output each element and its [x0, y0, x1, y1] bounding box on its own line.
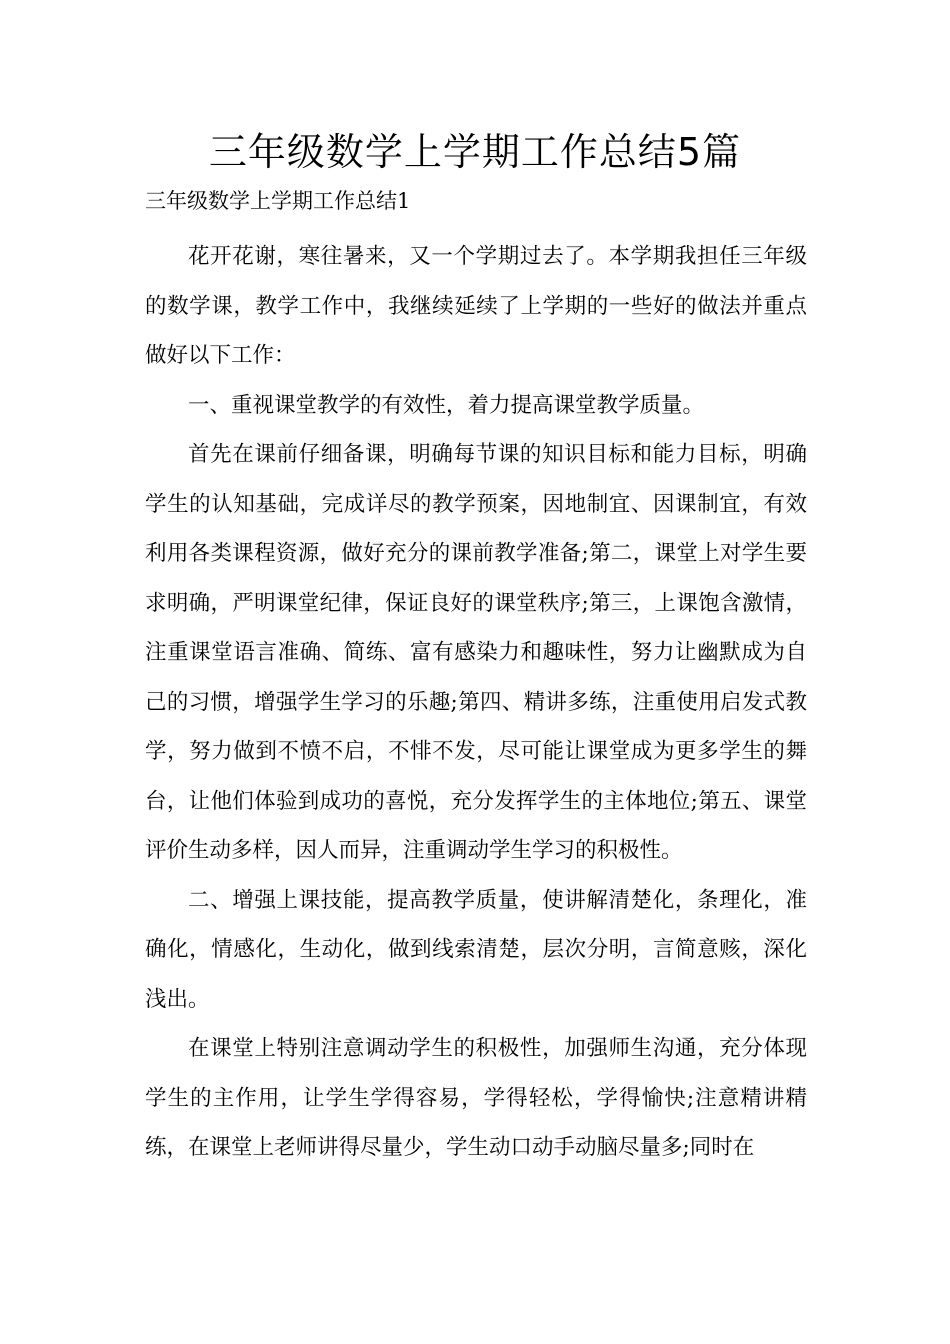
document-body	[145, 232, 807, 1173]
paragraph-intro: 花开花谢，寒往暑来，又一个学期过去了。本学期我担任三年级的数学课，教学工作中，我继续延续了上学期的一些好的做法并重点做好以下工作：	[145, 244, 807, 368]
document-title: 三年级数学上学期工作总结5篇	[208, 130, 742, 174]
section-title: 三年级数学上学期工作总结1	[145, 189, 411, 213]
paragraph-point-one-heading: 一、重视课堂教学的有效性，着力提高课堂教学质量。	[188, 392, 705, 418]
paragraph-point-two-detail: 在课堂上特别注意调动学生的积极性，加强师生沟通，充分体现学生的主作用，让学生学得容易，学得轻松，学得愉快;注意精讲精练，在课堂上老师讲得尽量少，学生动口动手动脑尽量多;同时在	[145, 1036, 807, 1160]
paragraph-point-two-heading: 二、增强上课技能，提高教学质量，使讲解清楚化，条理化，准确化，情感化，生动化，做到线索清楚，层次分明，言简意赅，深化浅出。	[145, 887, 807, 1012]
paragraph-point-one-detail: 首先在课前仔细备课，明确每节课的知识目标和能力目标，明确学生的认知基础，完成详尽的教学预案，因地制宜、因课制宜，有效利用各类课程资源，做好充分的课前教学准备;第二，课堂上对学生要求明确，严明课堂纪律，保证良好的课堂秩序;第三，上课饱含激情，注重课堂语言准确、简练、富有感染力和趣味性，努力让幽默成为自己的习惯，增强学生学习的乐趣;第四、精讲多练，注重使用启发式教学，努力做到不愤不启，不悱不发，尽可能让课堂成为更多学生的舞台，让他们体验到成功的喜悦，充分发挥学生的主体地位;第五、课堂评价生动多样，因人而异，注重调动学生学习的积极性。	[145, 442, 807, 863]
